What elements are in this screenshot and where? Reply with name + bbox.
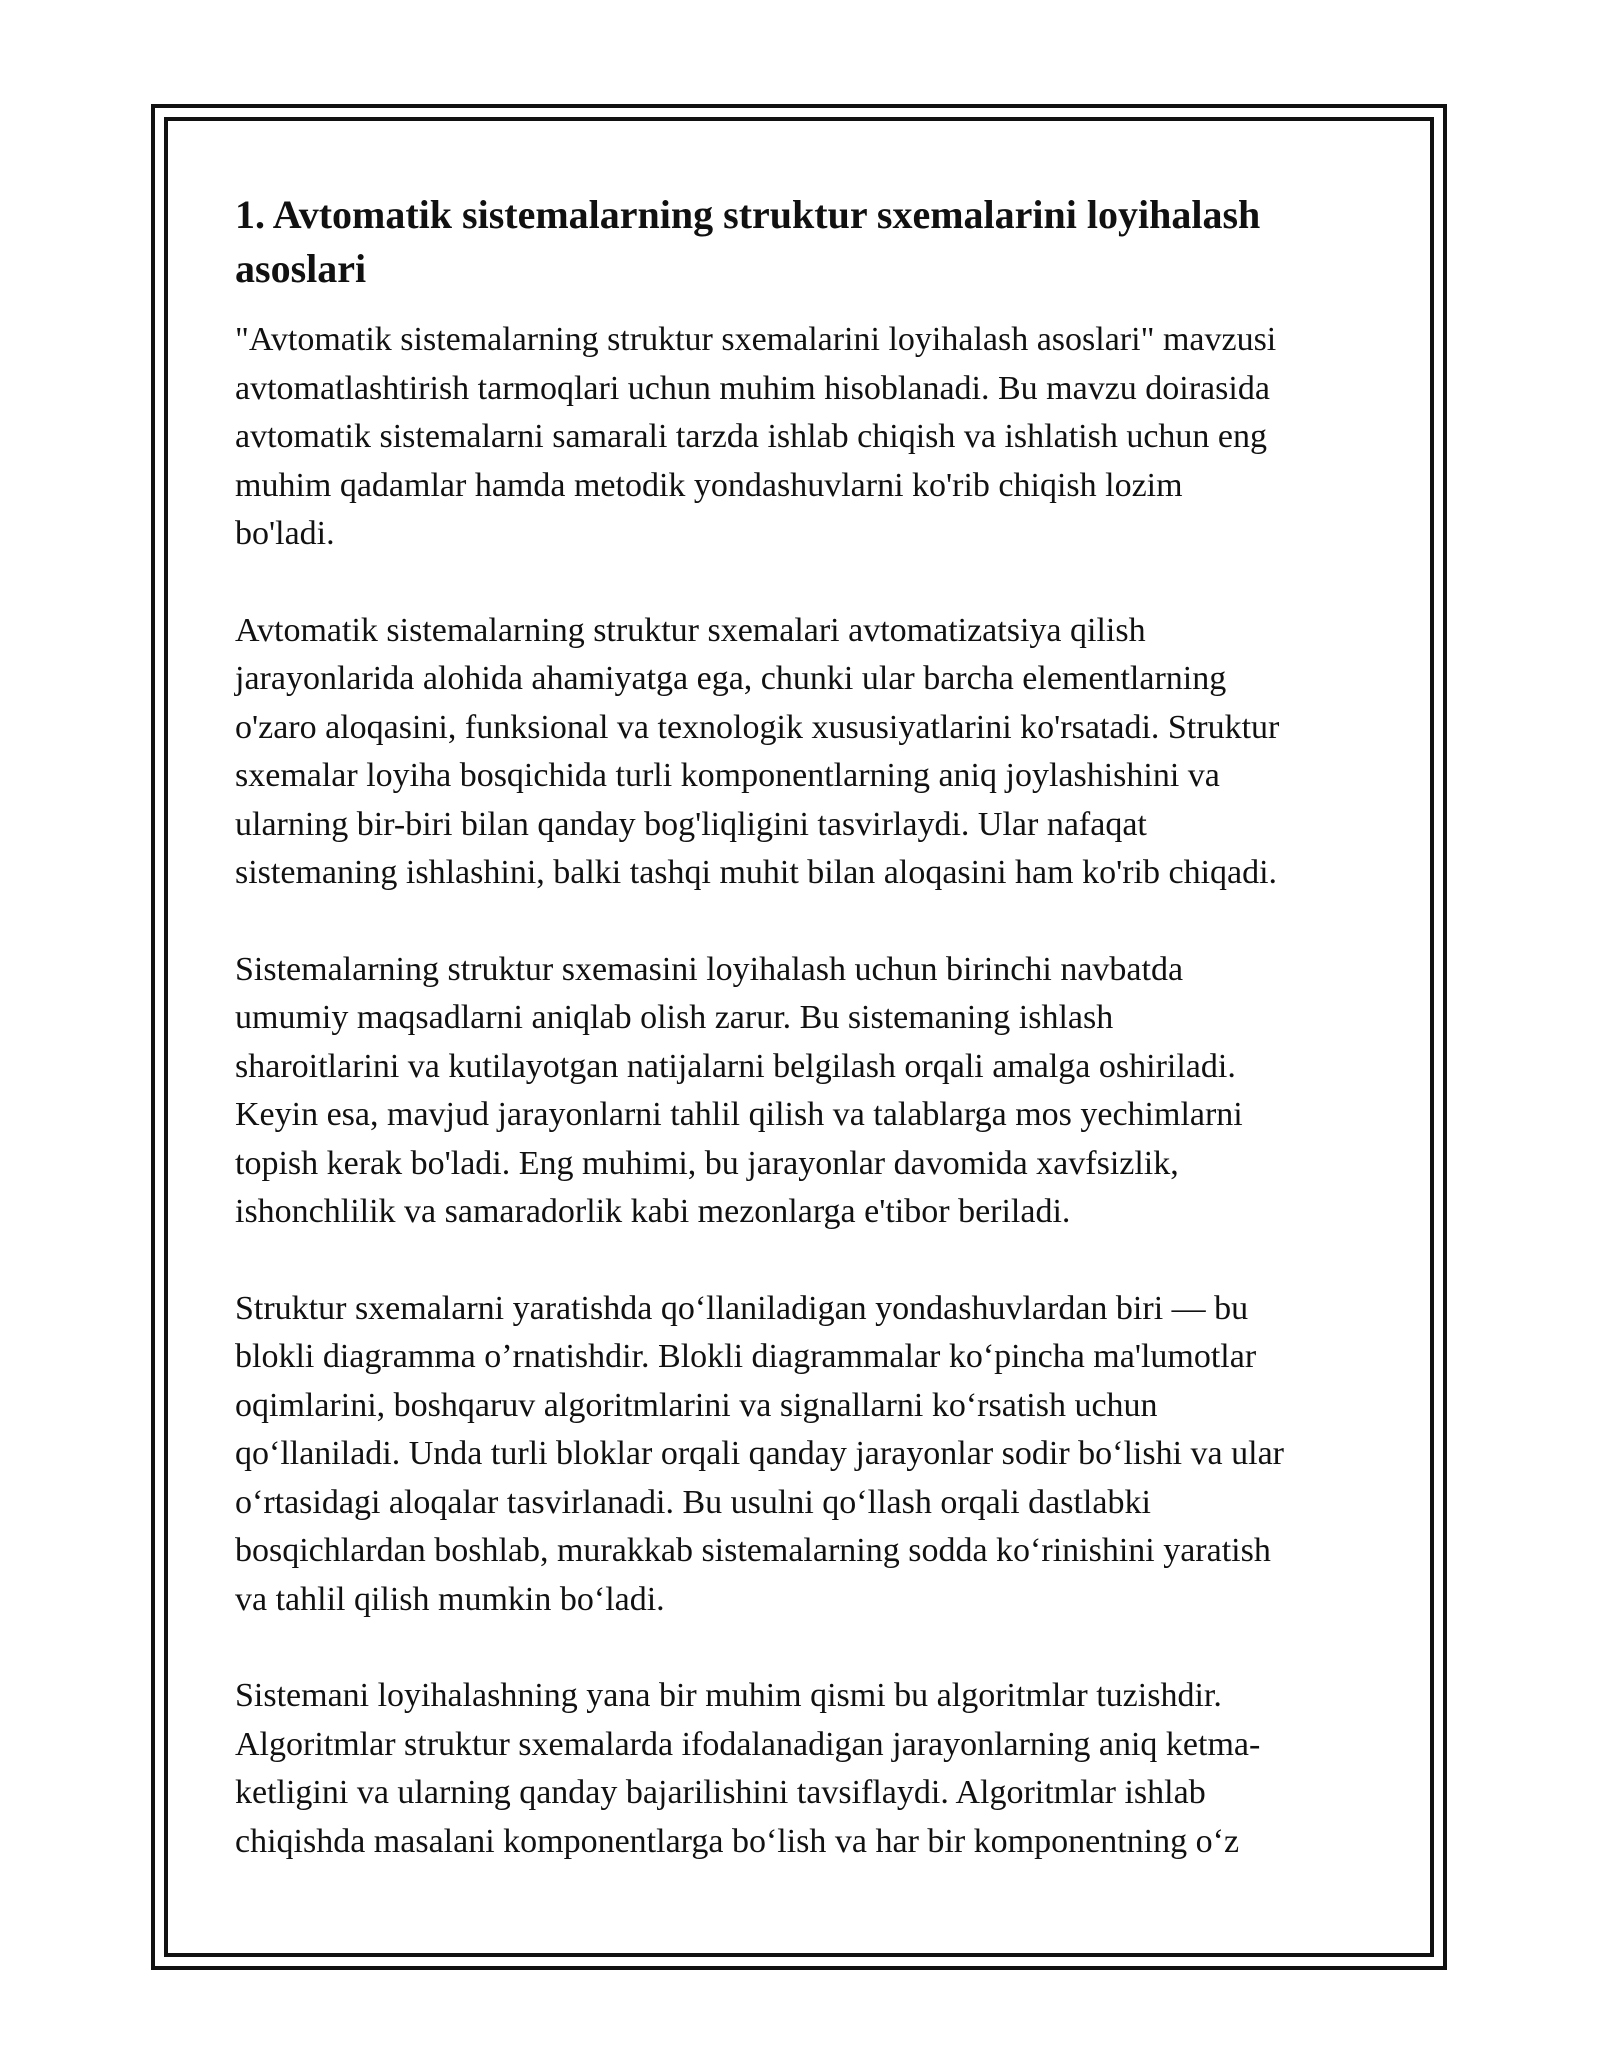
text-line: chiqishda masalani komponentlarga bo‘lish va har bir komponentning o‘z — [235, 1822, 1240, 1860]
text-line: umumiy maqsadlarni aniqlab olish zarur. Bu sistemaning ishlash — [235, 999, 1114, 1036]
heading-line: 1. Avtomatik sistemalarning struktur sxemalarini loyihalash — [235, 192, 1261, 237]
text-line: bosqichlardan boshlab, murakkab sistemalarning sodda ko‘rinishini yaratish — [235, 1532, 1271, 1569]
text-line: ularning bir-biri bilan qanday bog'liqligini tasvirlaydi. Ular nafaqat — [235, 805, 1147, 843]
text-line: ishonchlilik va samaradorlik kabi mezonlarga e'tibor beriladi. — [235, 1193, 1071, 1230]
heading-line: asoslari — [235, 246, 367, 291]
text-line: muhim qadamlar hamda metodik yondashuvlarni ko'rib chiqish lozim — [235, 466, 1183, 504]
text-line: Keyin esa, mavjud jarayonlarni tahlil qilish va talablarga mos yechimlarni — [235, 1096, 1243, 1133]
document-body — [235, 188, 1385, 1914]
text-line: sistemaning ishlashini, balki tashqi muhit bilan aloqasini ham ko'rib chiqadi. — [235, 854, 1278, 891]
text-line: o‘rtasidagi aloqalar tasvirlanadi. Bu usulni qo‘llash orqali dastlabki — [235, 1483, 1151, 1521]
paragraph — [235, 607, 1385, 898]
text-line: Avtomatik sistemalarning struktur sxemalari avtomatizatsiya qilish — [235, 611, 1146, 649]
text-line: oqimlarini, boshqaruv algoritmlarini va signallarni ko‘rsatish uchun — [235, 1386, 1158, 1424]
text-line: avtomatik sistemalarni samarali tarzda ishlab chiqish va ishlatish uchun eng — [235, 418, 1268, 455]
text-line: blokli diagramma o’rnatishdir. Blokli diagrammalar ko‘pincha ma'lumotlar — [235, 1338, 1257, 1375]
text-line: bo'ladi. — [235, 515, 335, 552]
text-line: sxemalar loyiha bosqichida turli komponentlarning aniq joylashishini va — [235, 757, 1220, 794]
text-line: Struktur sxemalarni yaratishda qo‘llaniladigan yondashuvlardan biri — bu — [235, 1289, 1249, 1327]
text-line: Sistemalarning struktur sxemasini loyihalash uchun birinchi navbatda — [235, 950, 1184, 988]
text-line: ketligini va ularning qanday bajarilishini tavsiflaydi. Algoritmlar ishlab — [235, 1774, 1206, 1811]
text-line: va tahlil qilish mumkin bo‘ladi. — [235, 1580, 665, 1618]
text-line: o'zaro aloqasini, funksional va texnologik xususiyatlarini ko'rsatadi. Struktur — [235, 708, 1280, 746]
text-line: jarayonlarida alohida ahamiyatga ega, chunki ular barcha elementlarning — [235, 660, 1227, 697]
text-line: Algoritmlar struktur sxemalarda ifodalanadigan jarayonlarning aniq ketma- — [235, 1725, 1261, 1763]
text-line: Sistemani loyihalashning yana bir muhim qismi bu algoritmlar tuzishdir. — [235, 1677, 1222, 1714]
paragraph — [235, 1285, 1385, 1625]
text-line: avtomatlashtirish tarmoqlari uchun muhim hisoblanadi. Bu mavzu doirasida — [235, 369, 1270, 407]
paragraph — [235, 946, 1385, 1237]
paragraph — [235, 1672, 1385, 1866]
paragraph — [235, 316, 1385, 559]
section-heading — [235, 188, 1385, 296]
text-line: topish kerak bo'ladi. Eng muhimi, bu jarayonlar davomida xavfsizlik, — [235, 1144, 1179, 1182]
text-line: qo‘llaniladi. Unda turli bloklar orqali qanday jarayonlar sodir bo‘lishi va ular — [235, 1435, 1284, 1472]
text-line: "Avtomatik sistemalarning struktur sxemalarini loyihalash asoslari" mavzusi — [235, 321, 1277, 358]
text-line: sharoitlarini va kutilayotgan natijalarni belgilash orqali amalga oshiriladi. — [235, 1047, 1236, 1085]
